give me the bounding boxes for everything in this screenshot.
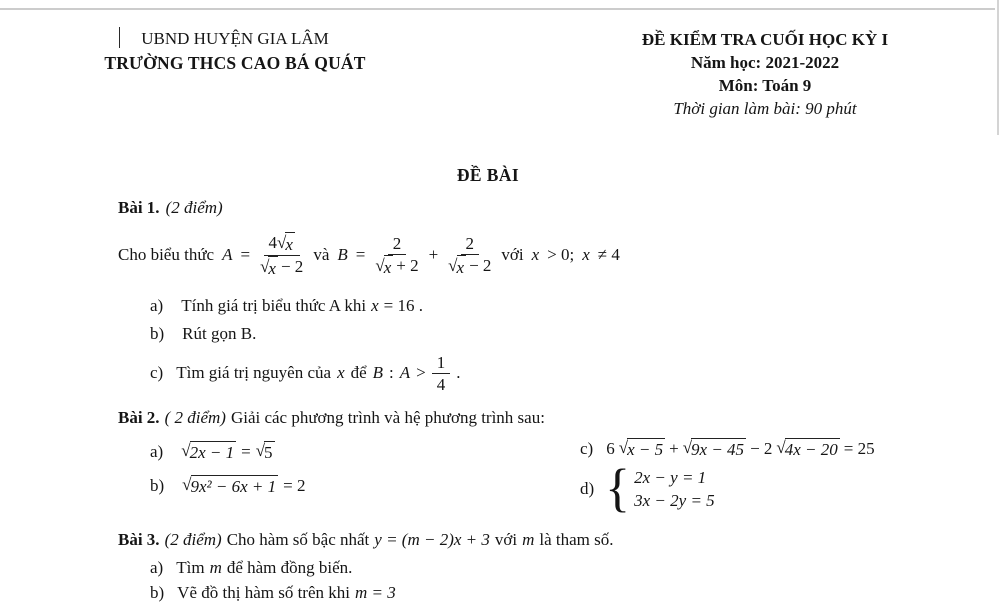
minus-2: − 2 [469,255,492,275]
bai3-points: (2 điểm) [164,530,222,549]
radical-sign: √ [618,438,629,457]
item-a-label: a) [150,558,164,577]
item-b-math: m = 3 [354,583,396,602]
sqrt-4x-minus-20 [776,438,839,460]
var-x: x [371,296,379,315]
bai2-item-c [580,438,875,460]
fraction-num-1: 1 [432,352,451,374]
bai3-intro2: với [494,530,518,549]
radical-sign: √ [682,438,693,457]
equation-system [605,459,715,518]
item-b-text: Rút gọn B. [182,324,257,343]
sqrt-2x-minus-1 [181,441,236,463]
radical-sign: √ [375,255,385,275]
sqrt-x [277,232,295,255]
bai1-heading [118,198,223,218]
fraction-B2 [446,233,493,278]
header-left-block [85,27,385,75]
bai2-item-b [150,475,306,497]
equals-sign: = [241,442,251,461]
right-edge-line [997,0,999,135]
radicand: 9x − 45 [691,440,745,459]
sqrt-quadratic [182,475,278,497]
header-right-block [595,28,935,120]
item-a-text: Tính giá trị biểu thức A khi [181,296,367,315]
system-equations [634,466,715,512]
expr-A-name: A [222,245,233,264]
plus-sign: + [669,439,679,458]
and-text: và [313,245,330,264]
bai2-points: ( 2 điểm) [164,408,226,427]
equals-sign: = [355,245,366,264]
var-A: A [399,363,411,382]
radical-sign: √ [182,475,192,494]
bai1-item-b [150,324,256,344]
greater-sign: > [416,363,426,382]
fraction-B1-denominator [373,255,420,278]
fraction-B2-denominator [446,255,493,278]
plus-sign: + [428,245,439,264]
sqrt-x [260,256,278,279]
item-c-text1: Tìm giá trị nguyên của [176,363,332,382]
radical-sign: √ [277,232,287,252]
fraction-A-numerator [264,232,300,256]
exam-title-line: ĐỀ KIỂM TRA CUỐI HỌC KỲ I [641,30,889,49]
radicand-x: x [285,232,295,255]
subject-line: Môn: Toán 9 [718,76,812,95]
fraction-A [258,232,305,279]
radicand: 5 [264,443,273,462]
period: . [456,363,461,382]
bai1-item-c [150,350,461,396]
radical-sign: √ [255,441,266,460]
item-c-label: c) [150,363,164,382]
sqrt-9x-minus-45 [683,438,746,460]
bai1-label: Bài 1. [118,198,160,217]
coeff-6: 6 [606,439,615,458]
var-x: x [337,363,345,382]
system-eq-2: 3x − 2y = 5 [634,491,715,511]
duration-line: Thời gian làm bài: 90 phút [673,99,857,118]
var-m: m [209,558,222,577]
item-d-label: d) [580,479,595,499]
radicand: 2x − 1 [189,443,235,462]
minus-2: − 2 [280,256,304,276]
bai2-label: Bài 2. [118,408,160,427]
linear-function-expr: y = (m − 2)x + 3 [374,530,490,549]
fraction-A-denominator [258,256,305,279]
top-divider-line [0,8,995,10]
var-m: m [522,530,535,549]
school-year-line: Năm học: 2021-2022 [690,53,840,72]
bai1-item-a [150,296,423,316]
colon-sign: : [389,363,394,382]
radicand: 4x − 20 [784,440,838,459]
bai1-intro-text: Cho biểu thức [118,245,215,264]
fraction-B2-numerator: 2 [461,233,480,255]
radical-sign: √ [776,438,786,457]
bai3-intro3: là tham số. [539,530,614,549]
equals-sign: = [240,245,251,264]
school-name-line: TRƯỜNG THCS CAO BÁ QUÁT [104,53,366,73]
bai2-item-d [580,459,715,518]
minus-2-coeff: − 2 [750,439,773,458]
fraction-B1-numerator: 2 [388,233,407,255]
cond-gt-0: > 0; [547,245,575,264]
section-title: ĐỀ BÀI [456,165,520,185]
radical-sign: √ [448,255,458,275]
fraction-den-4: 4 [436,374,446,394]
item-c-label: c) [580,439,594,458]
sqrt-x [448,255,466,278]
sqrt-x [375,255,393,278]
radicand-x: x [268,256,278,279]
item-b-label: b) [150,324,165,343]
bai3-intro1: Cho hàm số bậc nhất [226,530,370,549]
radicand-x: x [384,255,394,278]
coeff-4: 4 [268,232,277,252]
item-a-label: a) [150,296,164,315]
bai2-intro: Giải các phương trình và hệ phương trình sau: [230,408,545,427]
system-eq-1: 2x − y = 1 [634,468,707,488]
expr-B-name: B [337,245,348,264]
item-a-text2: để hàm đồng biến. [226,558,353,577]
cond-var-x: x [531,245,540,264]
item-a-text1: Tìm [176,558,205,577]
sqrt-x-minus-5 [619,438,665,460]
radical-sign: √ [260,256,270,276]
equals-2: = 2 [283,476,306,495]
radical-sign: √ [181,441,191,460]
fraction-B1 [373,233,420,278]
sqrt-5 [256,441,275,463]
var-B: B [372,363,384,382]
bai3-label: Bài 3. [118,530,160,549]
system-brace: { [605,459,631,518]
item-b-label: b) [150,476,165,495]
bai3-item-b [150,583,396,603]
radicand: 9x² − 6x + 1 [190,477,277,496]
plus-2: + 2 [396,255,419,275]
bai1-points: (2 điểm) [165,198,223,217]
with-text: với [501,245,524,264]
radicand-x: x [457,255,467,278]
radicand: x − 5 [627,440,664,459]
bai3-heading [118,530,614,550]
bai3-item-a [150,558,352,578]
item-b-label: b) [150,583,165,602]
bai2-heading [118,408,545,428]
equals-25: = 25 [843,439,875,458]
issuing-org-line: UBND HUYỆN GIA LÂM [141,29,329,48]
item-c-text2: để [350,363,367,382]
item-a-value: = 16 . [383,296,423,315]
item-a-label: a) [150,442,164,461]
fraction-one-fourth [432,352,451,395]
cond-neq-4: ≠ 4 [597,245,620,264]
bai2-item-a [150,441,275,463]
cond-var-x: x [582,245,590,264]
item-b-text: Vẽ đồ thị hàm số trên khi [177,583,350,602]
bai1-formula-line [118,224,620,286]
